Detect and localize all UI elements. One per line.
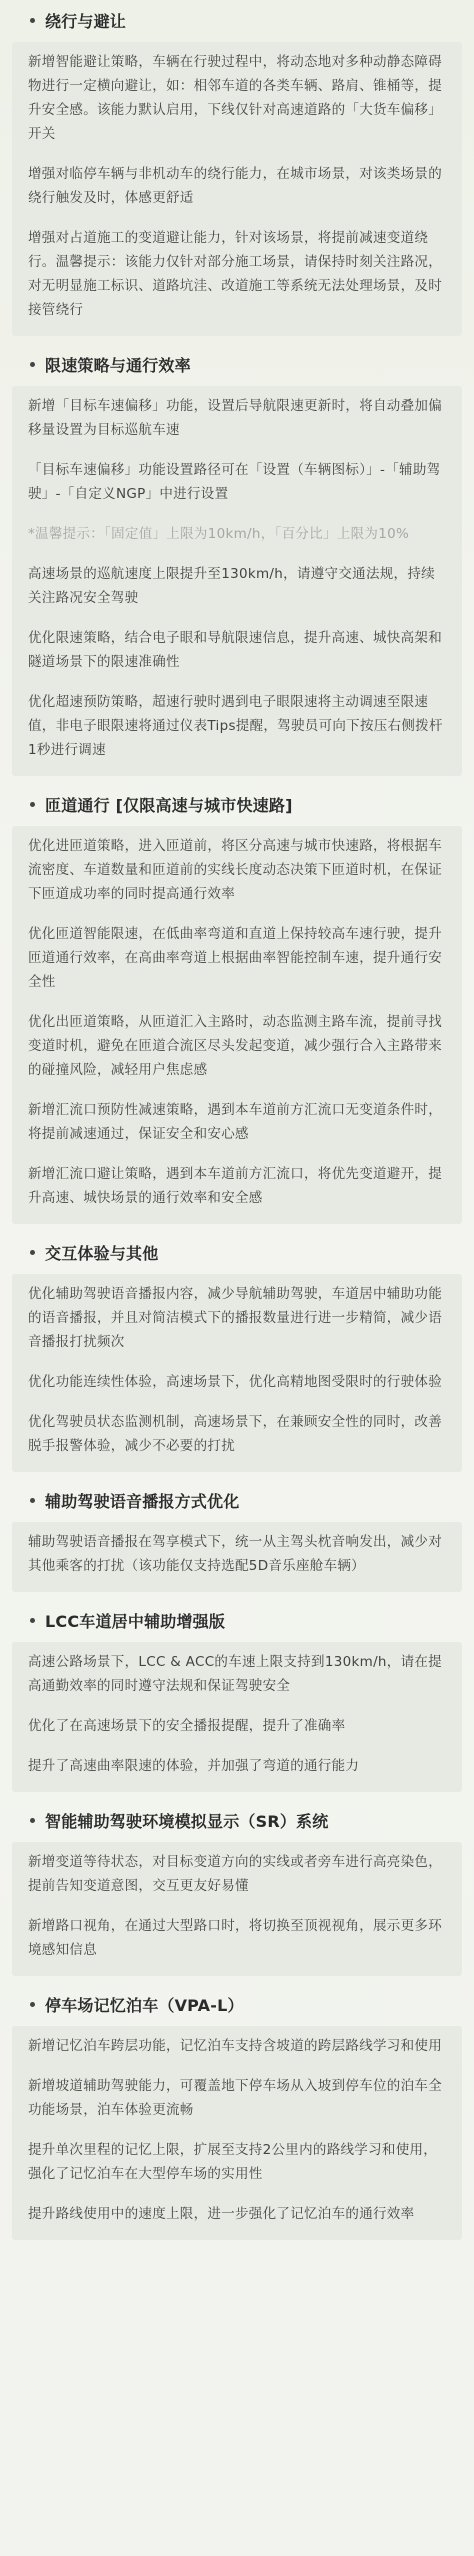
- bullet-dot-icon: [30, 1618, 35, 1623]
- section-title: 交互体验与其他: [45, 1243, 159, 1263]
- section-content-card: [12, 386, 462, 776]
- feature-section: [0, 1800, 474, 1976]
- feature-paragraph: 高速公路场景下，LCC & ACC的车速上限支持到130km/h，请在提高通勤效率的同时遵守法规和保证驾驶安全: [28, 1654, 442, 1694]
- feature-section: [0, 0, 474, 336]
- feature-paragraph: 增强对占道施工的变道避让能力，针对该场景，将提前减速变道绕行。温馨提示：该能力仅针对部分施工场景，请保持时刻关注路况，对无明显施工标识、道路坑洼、改道施工等系统无法处理场景，及时接管绕行: [28, 230, 442, 318]
- feature-paragraph: 优化功能连续性体验，高速场景下，优化高精地图受限时的行驶体验: [28, 1374, 442, 1390]
- section-heading-row: [30, 1232, 462, 1272]
- feature-paragraph: 新增汇流口预防性减速策略，遇到本车道前方汇流口无变道条件时，将提前减速通过，保证安全和安心感: [28, 1102, 442, 1142]
- section-heading-row: [30, 784, 462, 824]
- feature-paragraph: 新增「目标车速偏移」功能，设置后导航限速更新时，将自动叠加偏移量设置为目标巡航车速: [28, 398, 442, 438]
- feature-section: [0, 1232, 474, 1472]
- section-title: 停车场记忆泊车（VPA-L）: [45, 1995, 244, 2015]
- section-content-card: [12, 826, 462, 1224]
- section-content-card: [12, 1642, 462, 1792]
- section-title: 限速策略与通行效率: [45, 355, 191, 375]
- feature-paragraph: 优化限速策略，结合电子眼和导航限速信息，提升高速、城快高架和隧道场景下的限速准确性: [28, 630, 442, 670]
- bullet-dot-icon: [30, 18, 35, 23]
- feature-paragraph: 优化进匝道策略，进入匝道前，将区分高速与城市快速路，将根据车流密度、车道数量和匝道前的实线长度动态决策下匝道时机，在保证下匝道成功率的同时提高通行效率: [28, 838, 442, 902]
- section-content-card: [12, 2026, 462, 2240]
- bullet-dot-icon: [30, 1498, 35, 1503]
- section-title: 匝道通行 [仅限高速与城市快速路]: [45, 795, 293, 815]
- feature-paragraph: 优化匝道智能限速，在低曲率弯道和直道上保持较高车速行驶，提升匝道通行效率，在高曲率弯道上根据曲率智能控制车速，提升通行安全性: [28, 926, 442, 990]
- bullet-dot-icon: [30, 362, 35, 367]
- section-content-card: [12, 42, 462, 336]
- section-title: LCC车道居中辅助增强版: [45, 1611, 226, 1631]
- feature-section: [0, 784, 474, 1224]
- bullet-dot-icon: [30, 1818, 35, 1823]
- feature-paragraph: 辅助驾驶语音播报在驾享模式下，统一从主驾头枕音响发出，减少对其他乘客的打扰（该功能仅支持选配5D音乐座舱车辆）: [28, 1534, 442, 1574]
- section-content-card: [12, 1522, 462, 1592]
- bullet-dot-icon: [30, 1250, 35, 1255]
- section-heading-row: [30, 1984, 462, 2024]
- feature-section: [0, 1600, 474, 1792]
- section-title: 辅助驾驶语音播报方式优化: [45, 1491, 240, 1511]
- feature-paragraph: 优化驾驶员状态监测机制，高速场景下，在兼顾安全性的同时，改善脱手报警体验，减少不必要的打扰: [28, 1414, 442, 1454]
- section-content-card: [12, 1842, 462, 1976]
- bullet-dot-icon: [30, 802, 35, 807]
- feature-paragraph: 优化了在高速场景下的安全播报提醒，提升了准确率: [28, 1718, 346, 1734]
- section-heading-row: [30, 1600, 462, 1640]
- feature-section: [0, 1984, 474, 2240]
- feature-paragraph: 提升单次里程的记忆上限，扩展至支持2公里内的路线学习和使用，强化了记忆泊车在大型停车场的实用性: [28, 2142, 438, 2182]
- feature-section: [0, 344, 474, 776]
- feature-paragraph: 新增路口视角，在通过大型路口时，将切换至顶视视角，展示更多环境感知信息: [28, 1918, 442, 1958]
- feature-paragraph: 新增汇流口避让策略，遇到本车道前方汇流口，将优先变道避开，提升高速、城快场景的通行效率和安全感: [28, 1166, 442, 1206]
- feature-paragraph: 优化超速预防策略，超速行驶时遇到电子眼限速将主动调速至限速值，非电子眼限速将通过仪表Tips提醒，驾驶员可向下按压右侧拨杆1秒进行调速: [28, 694, 443, 758]
- feature-paragraph: 新增智能避让策略，车辆在行驶过程中，将动态地对多种动静态障碍物进行一定横向避让，如：相邻车道的各类车辆、路肩、锥桶等，提升安全感。该能力默认启用，下线仅针对高速道路的「大货车偏移」开关: [28, 54, 442, 142]
- feature-paragraph: 「目标车速偏移」功能设置路径可在「设置（车辆图标）」-「辅助驾驶」-「自定义NGP」中进行设置: [28, 462, 441, 502]
- bullet-dot-icon: [30, 2002, 35, 2007]
- section-heading-row: [30, 344, 462, 384]
- feature-paragraph: 高速场景的巡航速度上限提升至130km/h，请遵守交通法规，持续关注路况安全驾驶: [28, 566, 435, 606]
- note-paragraph: *温馨提示：「固定值」上限为10km/h，「百分比」上限为10%: [28, 526, 410, 542]
- feature-paragraph: 提升了高速曲率限速的体验，并加强了弯道的通行能力: [28, 1758, 360, 1774]
- feature-paragraph: 优化出匝道策略，从匝道汇入主路时，动态监测主路车流，提前寻找变道时机，避免在匝道合流区尽头发起变道，减少强行合入主路带来的碰撞风险，减轻用户焦虑感: [28, 1014, 442, 1078]
- section-heading-row: [30, 1800, 462, 1840]
- feature-paragraph: 新增变道等待状态，对目标变道方向的实线或者旁车进行高亮染色，提前告知变道意图，交互更友好易懂: [28, 1854, 442, 1894]
- feature-paragraph: 增强对临停车辆与非机动车的绕行能力，在城市场景，对该类场景的绕行触发及时，体感更舒适: [28, 166, 442, 206]
- section-content-card: [12, 1274, 462, 1472]
- section-heading-row: [30, 1480, 462, 1520]
- section-heading-row: [30, 0, 462, 40]
- feature-paragraph: 新增记忆泊车跨层功能，记忆泊车支持含坡道的跨层路线学习和使用: [28, 2038, 442, 2054]
- feature-paragraph: 提升路线使用中的速度上限，进一步强化了记忆泊车的通行效率: [28, 2206, 415, 2222]
- feature-paragraph: 新增坡道辅助驾驶能力，可覆盖地下停车场从入坡到停车位的泊车全功能场景，泊车体验更流畅: [28, 2078, 442, 2118]
- feature-section: [0, 1480, 474, 1592]
- section-title: 智能辅助驾驶环境模拟显示（SR）系统: [45, 1811, 329, 1831]
- section-title: 绕行与避让: [45, 11, 127, 31]
- feature-paragraph: 优化辅助驾驶语音播报内容，减少导航辅助驾驶，车道居中辅助功能的语音播报，并且对简洁模式下的播报数量进行进一步精简，减少语音播报打扰频次: [28, 1286, 442, 1350]
